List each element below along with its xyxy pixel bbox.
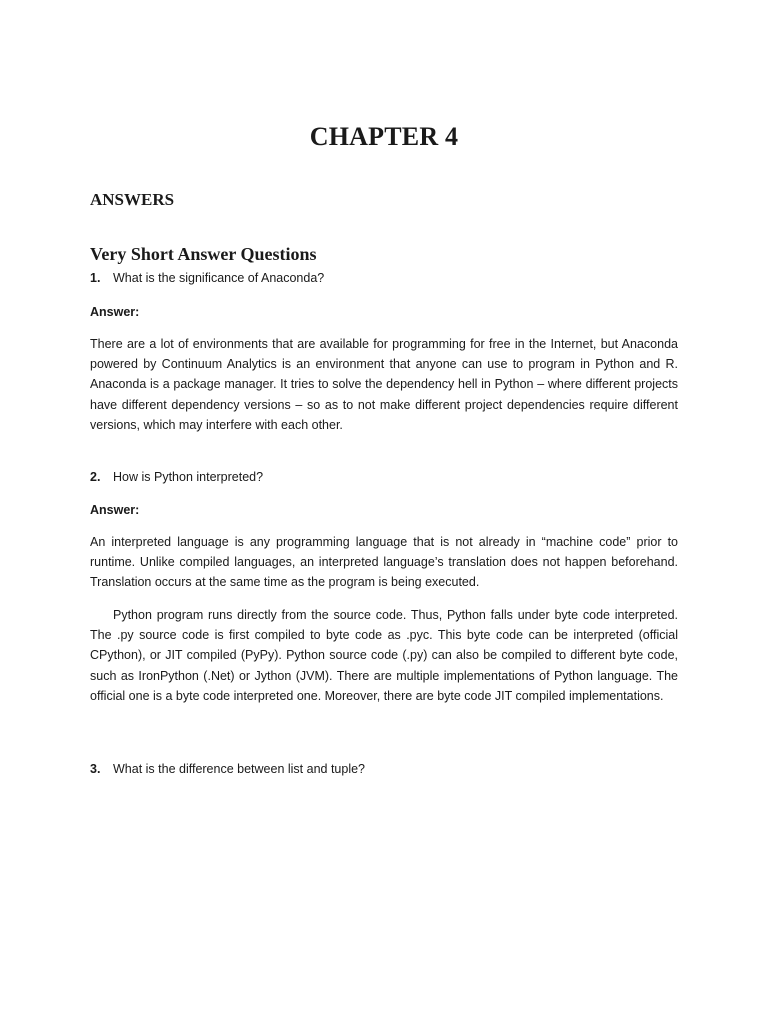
answer-label-1: Answer: <box>90 305 140 319</box>
answer-2-paragraph-1: An interpreted language is any programming language that is not already in “machine code” prior to runtime. Unlike compiled languages, an interpreted language’s translation does not happen beforehand. Translation occurs at the same time as the program is being executed. <box>90 535 678 590</box>
question-1 <box>90 268 678 288</box>
chapter-title: CHAPTER 4 <box>309 122 459 151</box>
answer-1-paragraph-1: There are a lot of environments that are available for programming for free in the Internet, but Anaconda powered by Continuum Analytics is an environment that anyone can use to program in Python and R. Anaconda is a package manager. It tries to solve the dependency hell in Python – where different projects have different dependency versions – so as to not make different project dependencies require different versions, which may interfere with each other. <box>90 337 678 432</box>
answer-2-paragraph-2: Python program runs directly from the source code. Thus, Python falls under byte code interpreted. The .py source code is first compiled to byte code as .pyc. This byte code can be interpreted (official CPython), or JIT compiled (PyPy). Python source code (.py) can also be compiled to different byte code, such as IronPython (.Net) or Jython (JVM). There are multiple implementations of Python language. The official one is a byte code interpreted one. Moreover, there are byte code JIT compiled implementations. <box>90 608 678 703</box>
question-number: 3. <box>90 762 101 776</box>
question-2 <box>90 467 678 487</box>
question-text: What is the significance of Anaconda? <box>113 271 325 285</box>
subsection-heading: Very Short Answer Questions <box>90 244 317 264</box>
section-heading: ANSWERS <box>90 190 175 209</box>
question-text: What is the difference between list and tuple? <box>113 762 366 776</box>
answer-label-2: Answer: <box>90 503 140 517</box>
question-3 <box>90 759 678 779</box>
question-number: 2. <box>90 470 101 484</box>
question-text: How is Python interpreted? <box>113 470 264 484</box>
question-number: 1. <box>90 271 101 285</box>
